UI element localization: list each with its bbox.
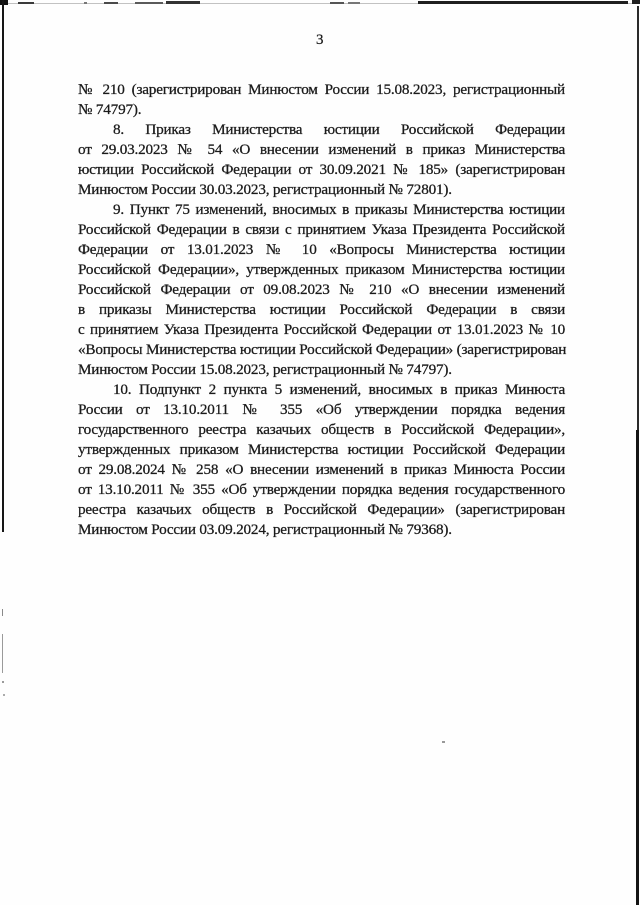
- text-line: от 29.08.2024 № 258 «О внесении изменений в приказ Минюста России: [78, 461, 565, 478]
- scan-artifact-top-dash: [18, 2, 34, 4]
- text-line: Федерации от 13.01.2023 № 10 «Вопросы Министерства юстиции: [78, 241, 565, 258]
- scan-artifact-speck: [442, 741, 445, 743]
- scan-artifact-left-edge-line: [2, 0, 4, 532]
- text-line: Минюстом России 15.08.2023, регистрационный № 74797).: [78, 361, 452, 378]
- text-line: Российской Федерации от 09.08.2023 № 210 «О внесении изменений: [78, 281, 565, 298]
- text-line: от 29.03.2023 № 54 «О внесении изменений в приказ Министерства: [78, 141, 565, 158]
- scan-artifact-top-dash: [348, 2, 360, 4]
- scan-artifact-top-dash: [0, 0, 8, 5]
- text-line: Российской Федерации в связи с принятием Указа Президента Российской: [78, 221, 565, 238]
- text-line: № 74797).: [78, 101, 142, 118]
- scan-artifact-top-dash: [330, 2, 344, 4]
- scan-artifact-top-dash: [166, 1, 200, 4]
- text-line: государственного реестра казачьих обществ в Российской Федерации»,: [78, 421, 565, 438]
- text-line: реестра казачьих обществ в Российской Федерации» (зарегистрирован: [78, 501, 565, 518]
- text-line: юстиции Российской Федерации от 30.09.2021 № 185» (зарегистрирован: [78, 161, 565, 178]
- document-body: [78, 80, 565, 540]
- scan-artifact-top-dash: [84, 2, 87, 4]
- paragraph-9: [78, 200, 565, 380]
- text-line: 9. Пункт 75 изменений, вносимых в приказы Министерства юстиции: [113, 201, 565, 218]
- text-line: утвержденных приказом Министерства юстиции Российской Федерации: [78, 441, 565, 458]
- scan-artifact-top-dash: [135, 2, 163, 4]
- scan-artifact-right-edge-line: [637, 6, 639, 905]
- paragraph-7-continuation: [78, 80, 565, 120]
- text-line: России от 13.10.2011 № 355 «Об утверждении порядка ведения: [78, 401, 565, 418]
- scan-artifact-right-edge-dark: [636, 430, 639, 905]
- scan-artifact-top-dash: [632, 0, 640, 4]
- scan-artifact-dot: [2, 681, 4, 683]
- text-line: с принятием Указа Президента Российской Федерации от 13.01.2023 № 10: [78, 321, 565, 338]
- scan-artifact-dot: [3, 694, 5, 696]
- scan-artifact-top-dash: [418, 1, 628, 4]
- page-number: 3: [316, 32, 324, 48]
- text-line: от 13.10.2011 № 355 «Об утверждении порядка ведения государственного: [78, 481, 565, 498]
- text-line: Российской Федерации», утвержденных приказом Министерства юстиции: [78, 261, 565, 278]
- paragraph-8: [78, 120, 565, 200]
- text-line: № 210 (зарегистрирован Минюстом России 15.08.2023, регистрационный: [78, 81, 565, 98]
- scan-artifact-top-dash: [104, 2, 118, 4]
- scan-artifact-left-edge-tick: [2, 609, 3, 616]
- paragraph-10: [78, 380, 565, 540]
- text-line: в приказы Министерства юстиции Российской Федерации в связи: [78, 301, 565, 318]
- text-line: Минюстом России 30.03.2023, регистрационный № 72801).: [78, 181, 452, 198]
- scan-artifact-left-edge-faint: [2, 634, 3, 673]
- text-line: 8. Приказ Министерства юстиции Российской Федерации: [113, 121, 565, 138]
- text-line: «Вопросы Министерства юстиции Российской Федерации» (зарегистрирован: [78, 341, 567, 358]
- scan-artifact-top-edge-line: [0, 3, 640, 4]
- text-line: 10. Подпункт 2 пункта 5 изменений, вносимых в приказ Минюста: [113, 381, 565, 398]
- text-line: Минюстом России 03.09.2024, регистрационный № 79368).: [78, 521, 452, 538]
